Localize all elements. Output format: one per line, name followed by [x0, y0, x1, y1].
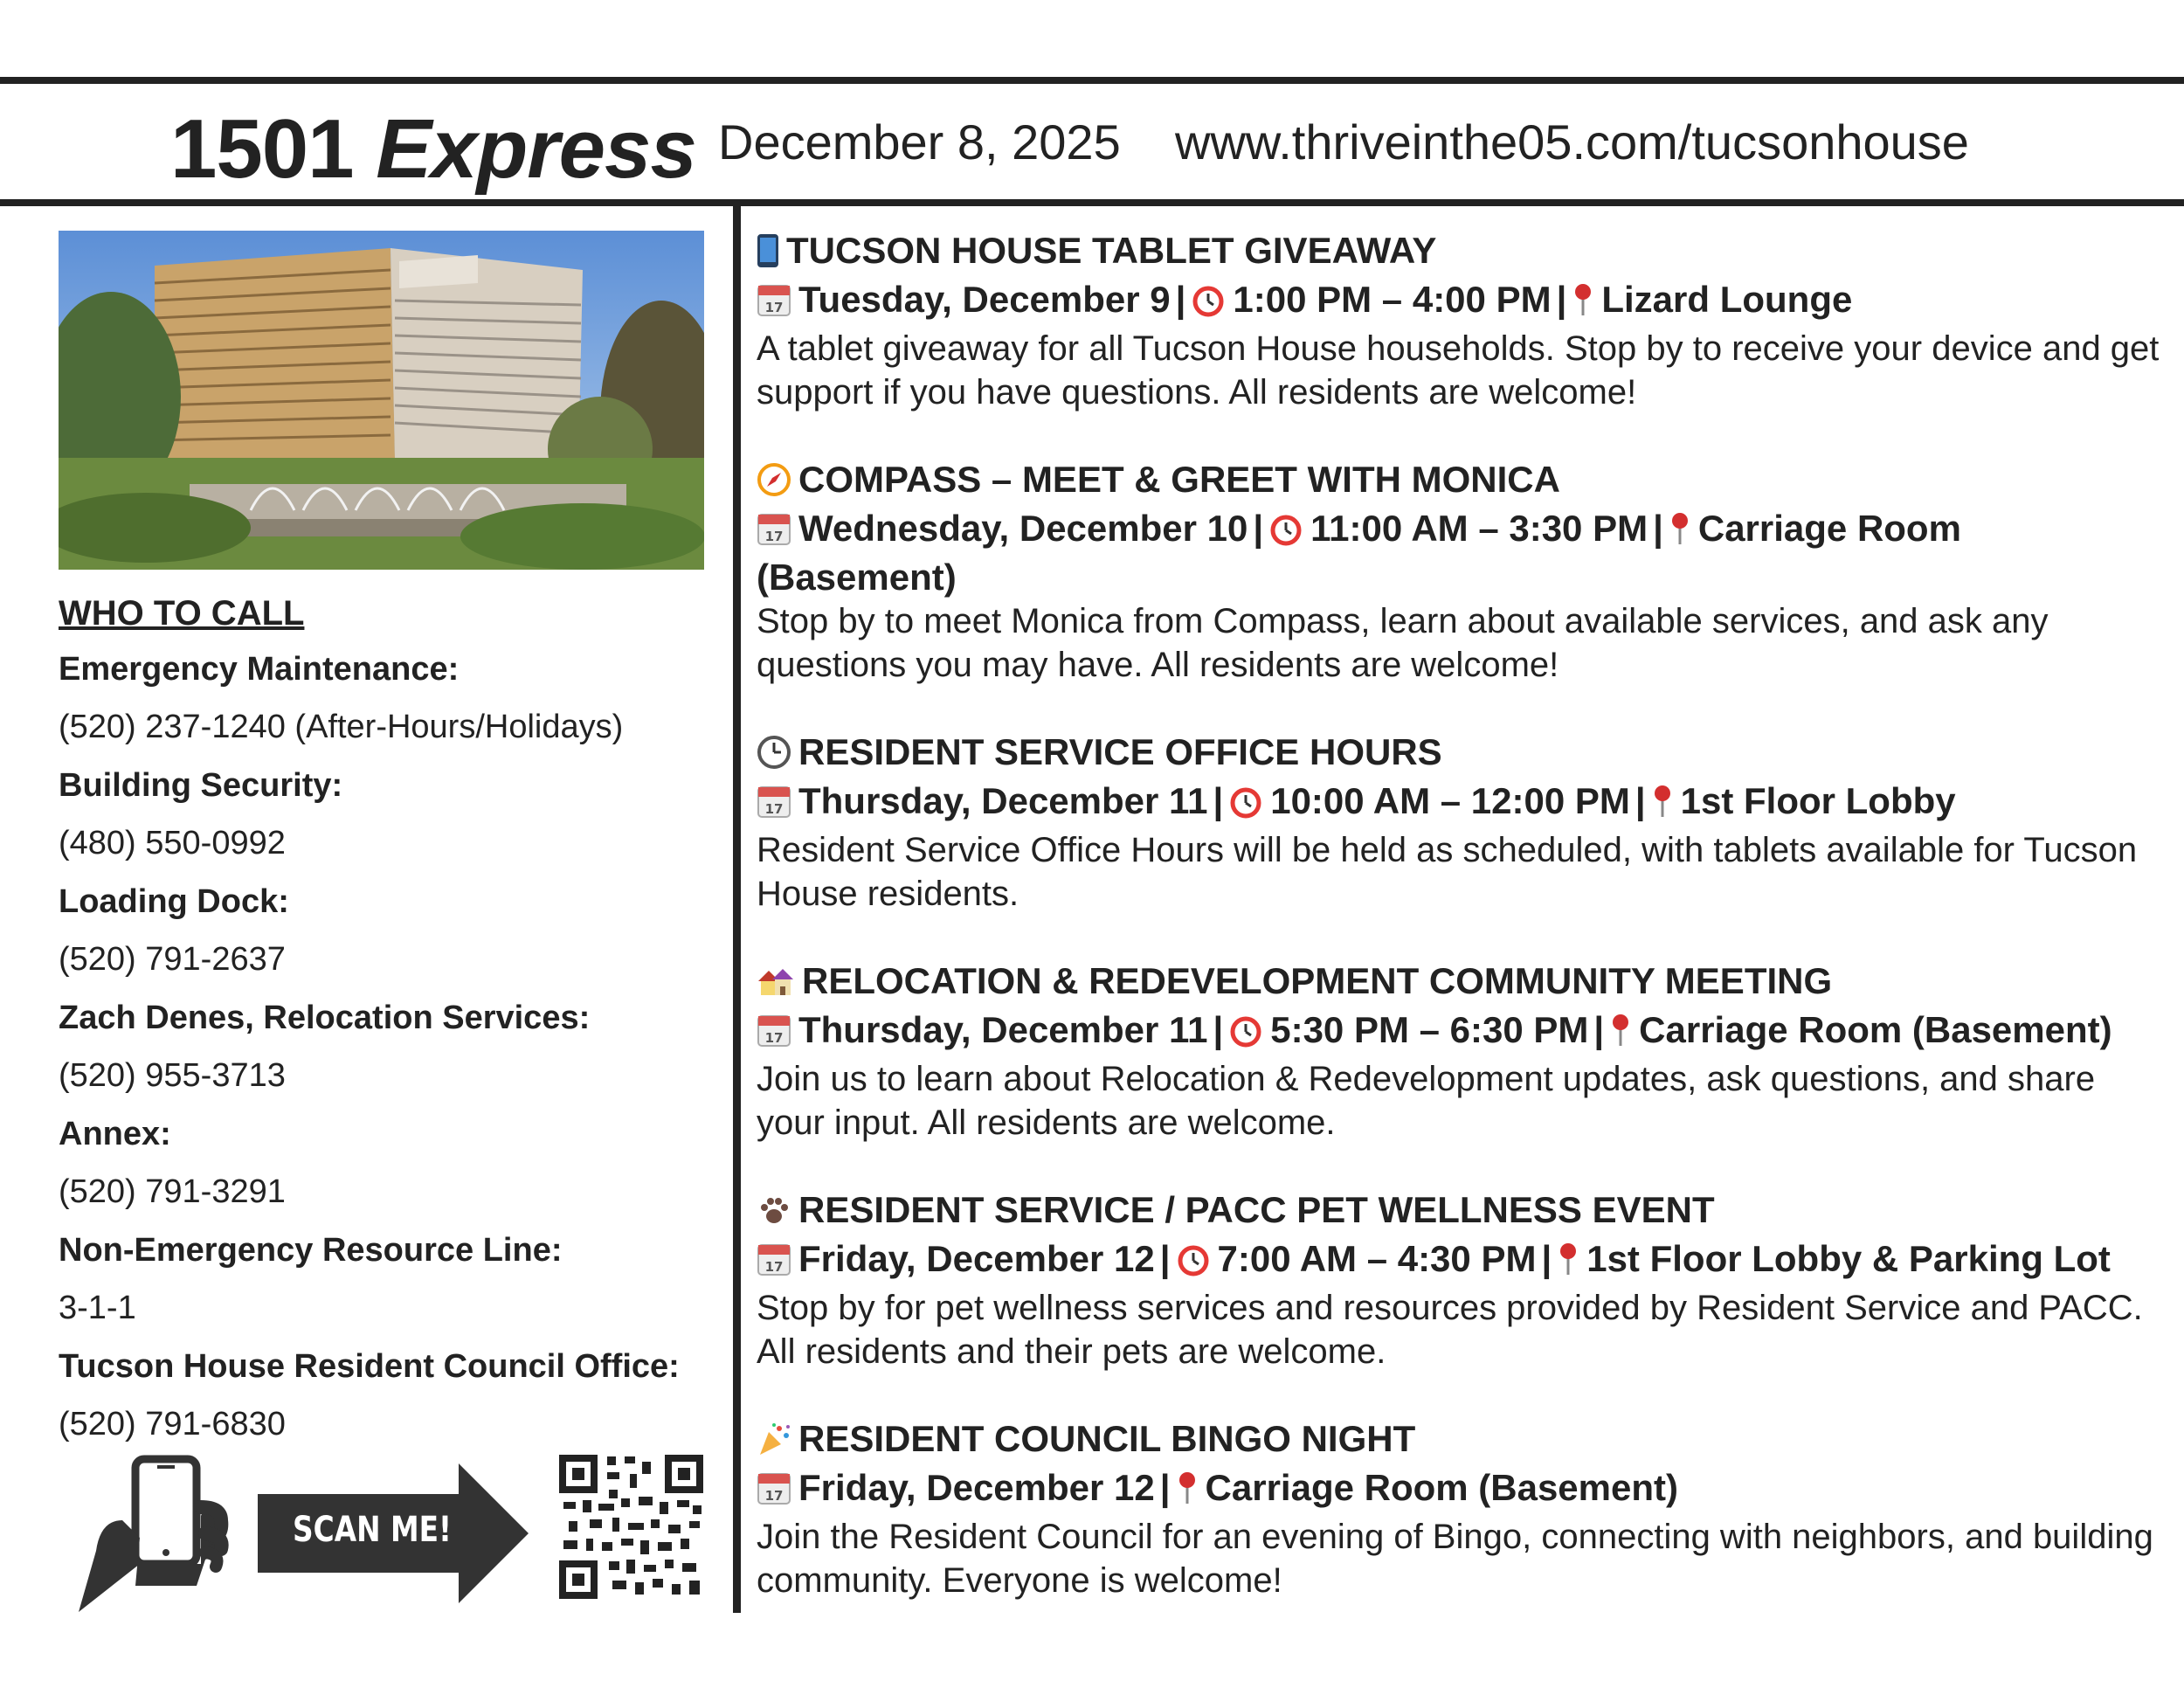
phone-hand-icon [79, 1459, 222, 1612]
calendar-icon [757, 511, 791, 556]
svg-text:17: 17 [764, 801, 784, 817]
contact-item [59, 1111, 722, 1228]
title-number: 1501 [170, 102, 354, 196]
party-popper-icon [757, 1422, 791, 1466]
event-location: Lizard Lounge [1601, 279, 1853, 320]
calendar-icon [757, 1242, 791, 1286]
contact-phone[interactable]: (520) 791-3291 [59, 1173, 286, 1210]
event-date: Thursday, December 11 [798, 780, 1208, 821]
svg-text:17: 17 [764, 1488, 784, 1504]
event-title: RESIDENT SERVICE OFFICE HOURS [798, 731, 1442, 772]
event-item: TUCSON HOUSE TABLET GIVEAWAY 17 Tuesday, December 9 | 1:00 PM – 4:00 PM | Lizard Lounge A tablet giveaway for all Tucson House households. Stop by to receive your device and get support if you have questions. All residents are welcome! [757, 229, 2163, 414]
who-to-call-heading: WHO TO CALL [59, 594, 305, 633]
event-time: 5:30 PM – 6:30 PM [1270, 1009, 1589, 1050]
contact-phone[interactable]: (520) 237-1240 (After-Hours/Holidays) [59, 709, 624, 745]
contact-item [59, 995, 722, 1111]
contact-item [59, 763, 722, 879]
alarm-clock-icon [1228, 1013, 1263, 1057]
event-time: 10:00 AM – 12:00 PM [1270, 780, 1630, 821]
event-date: Wednesday, December 10 [798, 508, 1248, 549]
event-item: RELOCATION & REDEVELOPMENT COMMUNITY MEETING 17 Thursday, December 11 | 5:30 PM – 6:30 PM | Carriage Room (Basement) Join us to learn about Relocation & Redevelopment updates, ask questions, and share your input. All residents are welcome. [757, 959, 2163, 1145]
calendar-icon [757, 784, 791, 828]
event-description: Join the Resident Council for an evening of Bingo, connecting with neighbors, and building community. Everyone is welcome! [757, 1518, 2153, 1600]
calendar-icon [757, 282, 791, 327]
header-bottom-rule [0, 199, 2184, 206]
contact-label: Emergency Maintenance: [59, 651, 460, 688]
event-item: RESIDENT SERVICE / PACC PET WELLNESS EVENT 17 Friday, December 12 | 7:00 AM – 4:30 PM | 1st Floor Lobby & Parking Lot Stop by for pet wellness services and resources provided by Resident Service and PACC. All residents and their pets are welcome. [757, 1188, 2163, 1373]
alarm-clock-icon [1176, 1242, 1211, 1286]
alarm-clock-icon [1268, 511, 1303, 556]
svg-text:17: 17 [764, 529, 784, 544]
event-date: Tuesday, December 9 [798, 279, 1171, 320]
pin-icon [1557, 1242, 1579, 1286]
qr-code[interactable] [559, 1455, 703, 1599]
svg-text:17: 17 [764, 1030, 784, 1046]
contact-item [59, 879, 722, 995]
contact-phone[interactable]: (520) 791-2637 [59, 941, 286, 978]
pin-icon [1609, 1013, 1632, 1057]
event-title: RESIDENT COUNCIL BINGO NIGHT [798, 1418, 1416, 1459]
svg-text:17: 17 [764, 1259, 784, 1275]
event-title: TUCSON HOUSE TABLET GIVEAWAY [786, 230, 1437, 271]
event-description: Resident Service Office Hours will be held as scheduled, with tablets available for Tucson House residents. [757, 831, 2138, 913]
building-photo [59, 231, 704, 570]
pin-icon [1176, 1470, 1199, 1515]
issue-date: December 8, 2025 [718, 114, 1121, 169]
column-divider [733, 206, 741, 1613]
event-description: A tablet giveaway for all Tucson House households. Stop by to receive your device and get support if you have questions. All residents are welcome! [757, 329, 2160, 412]
alarm-clock-icon [1228, 784, 1263, 828]
event-title: RELOCATION & REDEVELOPMENT COMMUNITY MEETING [802, 960, 1833, 1001]
event-location: Carriage Room (Basement) [757, 508, 1961, 598]
tablet-icon [757, 233, 779, 278]
event-time: 11:00 AM – 3:30 PM [1310, 508, 1648, 549]
pin-icon [1669, 511, 1691, 556]
compass-icon [757, 462, 791, 507]
calendar-icon [757, 1013, 791, 1057]
event-location: Carriage Room (Basement) [1205, 1467, 1678, 1508]
event-title: COMPASS – MEET & GREET WITH MONICA [798, 459, 1560, 500]
event-date: Friday, December 12 [798, 1467, 1155, 1508]
event-description: Join us to learn about Relocation & Redevelopment updates, ask questions, and share your input. All residents are welcome. [757, 1060, 2096, 1142]
event-date: Friday, December 12 [798, 1238, 1155, 1279]
event-time: 1:00 PM – 4:00 PM [1233, 279, 1552, 320]
event-description: Stop by for pet wellness services and resources provided by Resident Service and PACC. All residents and their pets are welcome. [757, 1289, 2143, 1371]
website-link[interactable]: www.thriveinthe05.com/tucsonhouse [1175, 114, 1969, 169]
contact-item [59, 647, 722, 763]
scan-me-label: SCAN ME! [293, 1510, 452, 1550]
paw-icon [757, 1193, 791, 1237]
event-location: Carriage Room (Basement) [1639, 1009, 2112, 1050]
pin-icon [1651, 784, 1674, 828]
calendar-icon [757, 1470, 791, 1515]
events-list [757, 229, 2163, 1646]
contact-label: Loading Dock: [59, 883, 289, 920]
contact-label: Zach Denes, Relocation Services: [59, 1000, 591, 1036]
pin-icon [1572, 282, 1594, 327]
svg-text:17: 17 [764, 300, 784, 315]
event-item: RESIDENT SERVICE OFFICE HOURS 17 Thursday, December 11 | 10:00 AM – 12:00 PM | 1st Floor Lobby Resident Service Office Hours will be held as scheduled, with tablets available for Tucson House residents. [757, 730, 2163, 916]
clock-icon [757, 735, 791, 779]
header-top-rule [0, 77, 2184, 84]
event-location: 1st Floor Lobby & Parking Lot [1586, 1238, 2111, 1279]
contact-phone[interactable]: (520) 791-6830 [59, 1406, 286, 1442]
event-title: RESIDENT SERVICE / PACC PET WELLNESS EVENT [798, 1189, 1715, 1230]
contact-label: Tucson House Resident Council Office: [59, 1348, 680, 1385]
event-description: Stop by to meet Monica from Compass, learn about available services, and ask any questions you may have. All residents are welcome! [757, 602, 2049, 684]
newsletter-title [170, 101, 696, 197]
event-item: COMPASS – MEET & GREET WITH MONICA 17 Wednesday, December 10 | 11:00 AM – 3:30 PM | Carriage Room (Basement) Stop by to meet Monica from Compass, learn about available services, and ask any questions you may have. All residents are welcome! [757, 458, 2163, 687]
title-word: Express [376, 102, 696, 196]
contact-label: Annex: [59, 1116, 171, 1152]
contact-item [59, 1228, 722, 1344]
header [0, 84, 2184, 199]
alarm-clock-icon [1191, 282, 1226, 327]
event-location: 1st Floor Lobby [1680, 780, 1956, 821]
contact-phone[interactable]: (480) 550-0992 [59, 825, 286, 861]
event-date: Thursday, December 11 [798, 1009, 1208, 1050]
houses-icon [757, 964, 795, 1008]
event-time: 7:00 AM – 4:30 PM [1217, 1238, 1537, 1279]
contact-item [59, 1344, 722, 1460]
scan-me-area [74, 1455, 703, 1612]
contact-list [59, 647, 722, 1460]
contact-label: Non-Emergency Resource Line: [59, 1232, 563, 1269]
event-item: RESIDENT COUNCIL BINGO NIGHT 17 Friday, December 12 | Carriage Room (Basement) Join the Resident Council for an evening of Bingo, connecting with neighbors, and building community. Everyone is welcome! [757, 1417, 2163, 1602]
contact-phone[interactable]: (520) 955-3713 [59, 1057, 286, 1094]
contact-label: Building Security: [59, 767, 343, 804]
contact-phone[interactable]: 3-1-1 [59, 1290, 136, 1326]
